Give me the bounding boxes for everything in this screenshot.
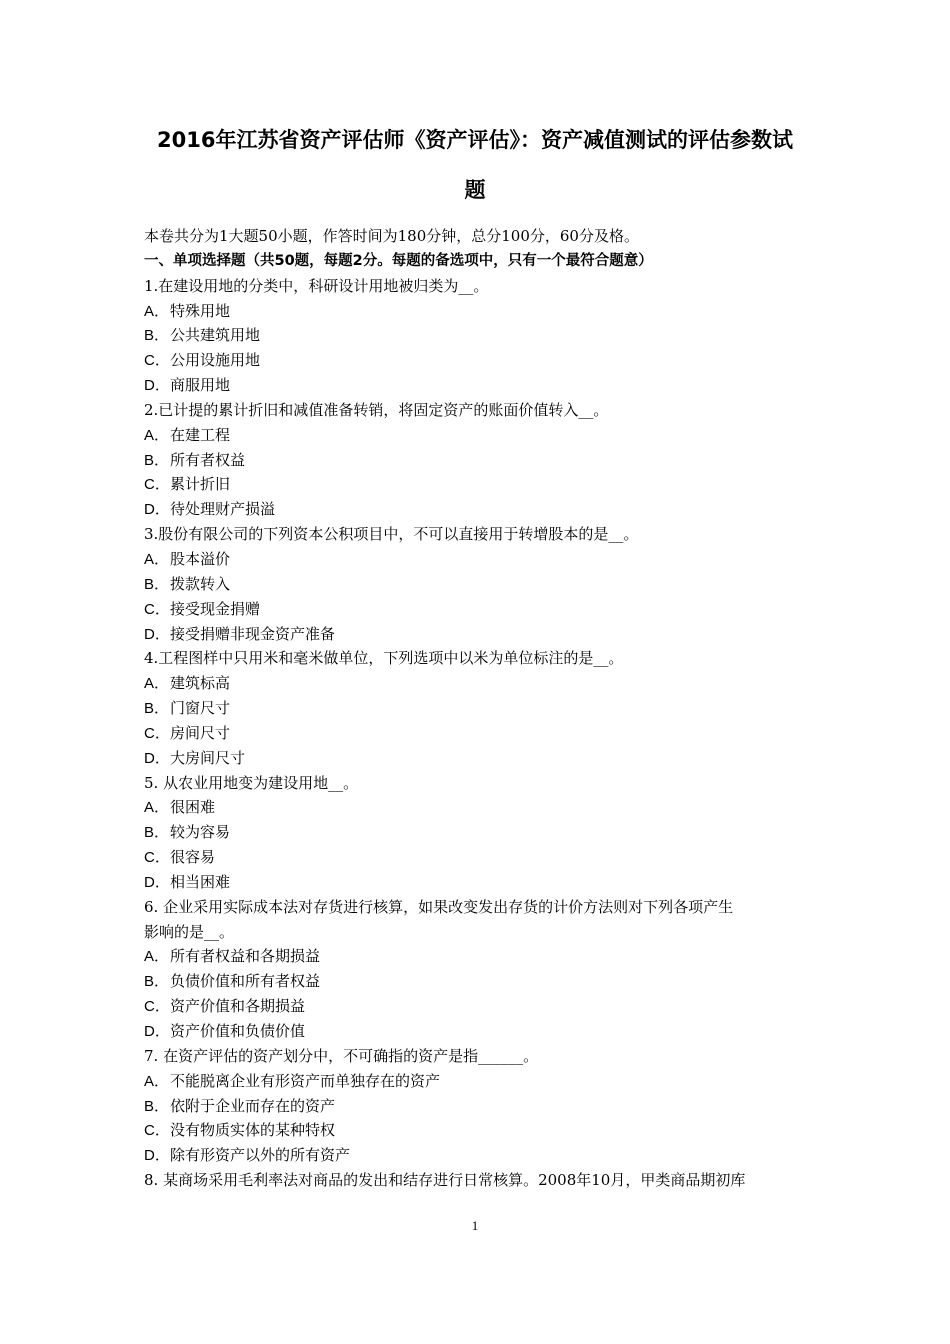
option-letter: B． xyxy=(144,327,170,345)
option-item xyxy=(144,472,809,497)
option-letter: D． xyxy=(144,377,170,395)
option-item xyxy=(144,1118,809,1143)
question-stem-continued: 影响的是__。 xyxy=(144,922,235,941)
option-letter: A． xyxy=(144,799,170,817)
option-item xyxy=(144,622,809,647)
option-item xyxy=(144,820,809,845)
option-item xyxy=(144,969,809,994)
option-text: 股本溢价 xyxy=(170,549,231,568)
option-item xyxy=(144,597,809,622)
option-text: 建筑标高 xyxy=(170,674,231,693)
option-item xyxy=(144,795,809,820)
option-letter: A． xyxy=(144,426,170,444)
option-item xyxy=(144,1094,809,1119)
question-stem: 2.已计提的累计折旧和减值准备转销，将固定资产的账面价值转入__。 xyxy=(144,400,609,419)
option-letter: C． xyxy=(144,1122,170,1140)
option-letter: B． xyxy=(144,824,170,842)
option-text: 特殊用地 xyxy=(170,301,231,320)
option-letter: B． xyxy=(144,451,170,469)
option-letter: A． xyxy=(144,550,170,568)
question-stem: 5. 从农业用地变为建设用地__。 xyxy=(144,773,359,792)
option-letter: B． xyxy=(144,973,170,991)
option-letter: B． xyxy=(144,700,170,718)
option-item xyxy=(144,448,809,473)
option-item xyxy=(144,299,809,324)
option-text: 在建工程 xyxy=(170,425,231,444)
option-item xyxy=(144,547,809,572)
question-stem: 1.在建设用地的分类中，科研设计用地被归类为__。 xyxy=(144,276,489,295)
option-letter: B． xyxy=(144,575,170,593)
option-text: 拨款转入 xyxy=(170,574,231,593)
option-item xyxy=(144,1143,809,1168)
exam-intro: 本卷共分为1大题50小题，作答时间为180分钟，总分100分，60分及格。 xyxy=(144,227,639,245)
option-item xyxy=(144,348,809,373)
page-number: 1 xyxy=(471,1218,479,1233)
option-item xyxy=(144,323,809,348)
option-letter: A． xyxy=(144,1072,170,1090)
option-item xyxy=(144,671,809,696)
option-letter: D． xyxy=(144,749,170,767)
document-title-line-1: 2016年江苏省资产评估师《资产评估》：资产减值测试的评估参数试 xyxy=(157,128,793,152)
option-letter: C． xyxy=(144,476,170,494)
option-letter: D． xyxy=(144,1147,170,1165)
option-text: 资产价值和各期损益 xyxy=(170,997,306,1016)
option-letter: D． xyxy=(144,873,170,891)
option-text: 门窗尺寸 xyxy=(170,699,231,718)
option-text: 累计折旧 xyxy=(170,475,231,494)
option-text: 负债价值和所有者权益 xyxy=(170,972,321,991)
option-text: 很容易 xyxy=(170,848,216,867)
option-text: 大房间尺寸 xyxy=(170,748,246,767)
option-letter: C． xyxy=(144,724,170,742)
document-title-line-2: 题 xyxy=(464,178,486,202)
option-item xyxy=(144,1069,809,1094)
question-stem: 6. 企业采用实际成本法对存货进行核算，如果改变发出存货的计价方法则对下列各项产生 xyxy=(144,897,734,916)
option-letter: C． xyxy=(144,600,170,618)
option-text: 房间尺寸 xyxy=(170,723,231,742)
option-letter: C． xyxy=(144,998,170,1016)
section-heading: 一、单项选择题（共50题，每题2分。每题的备选项中，只有一个最符合题意） xyxy=(144,252,653,269)
option-text: 依附于企业而存在的资产 xyxy=(170,1096,336,1115)
option-item xyxy=(144,423,809,448)
option-item xyxy=(144,1019,809,1044)
option-letter: B． xyxy=(144,1097,170,1115)
question-stem: 8. 某商场采用毛利率法对商品的发出和结存进行日常核算。2008年10月，甲类商品期初库 xyxy=(144,1171,746,1190)
option-letter: A． xyxy=(144,948,170,966)
option-item xyxy=(144,497,809,522)
option-letter: A． xyxy=(144,675,170,693)
option-text: 很困难 xyxy=(170,798,216,817)
option-letter: C． xyxy=(144,352,170,370)
option-item xyxy=(144,373,809,398)
option-text: 待处理财产损溢 xyxy=(170,500,276,519)
option-text: 资产价值和负债价值 xyxy=(170,1022,306,1040)
option-letter: D． xyxy=(144,1023,170,1040)
option-item xyxy=(144,721,809,746)
option-item xyxy=(144,870,809,895)
option-text: 不能脱离企业有形资产而单独存在的资产 xyxy=(170,1071,441,1090)
option-text: 除有形资产以外的所有资产 xyxy=(170,1146,351,1165)
document-body xyxy=(144,224,809,1193)
option-text: 接受现金捐赠 xyxy=(170,599,261,618)
option-text: 商服用地 xyxy=(170,376,231,395)
option-item xyxy=(144,572,809,597)
option-text: 相当困难 xyxy=(170,872,231,891)
question-stem: 7. 在资产评估的资产划分中，不可确指的资产是指______。 xyxy=(144,1046,539,1065)
question-stem: 3.股份有限公司的下列资本公积项目中，不可以直接用于转增股本的是__。 xyxy=(144,525,639,544)
option-text: 公共建筑用地 xyxy=(170,326,261,345)
option-letter: A． xyxy=(144,302,170,320)
option-item xyxy=(144,746,809,771)
option-text: 接受捐赠非现金资产准备 xyxy=(170,624,336,643)
option-letter: C． xyxy=(144,849,170,867)
option-item xyxy=(144,944,809,969)
option-item xyxy=(144,845,809,870)
option-text: 所有者权益 xyxy=(170,450,246,469)
option-text: 较为容易 xyxy=(170,823,231,842)
option-item xyxy=(144,994,809,1019)
option-text: 所有者权益和各期损益 xyxy=(170,947,321,966)
option-letter: D． xyxy=(144,625,170,643)
option-letter: D． xyxy=(144,501,170,519)
question-stem: 4.工程图样中只用米和毫米做单位，下列选项中以米为单位标注的是__。 xyxy=(144,649,624,668)
option-item xyxy=(144,696,809,721)
option-text: 没有物质实体的某种特权 xyxy=(170,1121,336,1140)
option-text: 公用设施用地 xyxy=(170,351,261,370)
